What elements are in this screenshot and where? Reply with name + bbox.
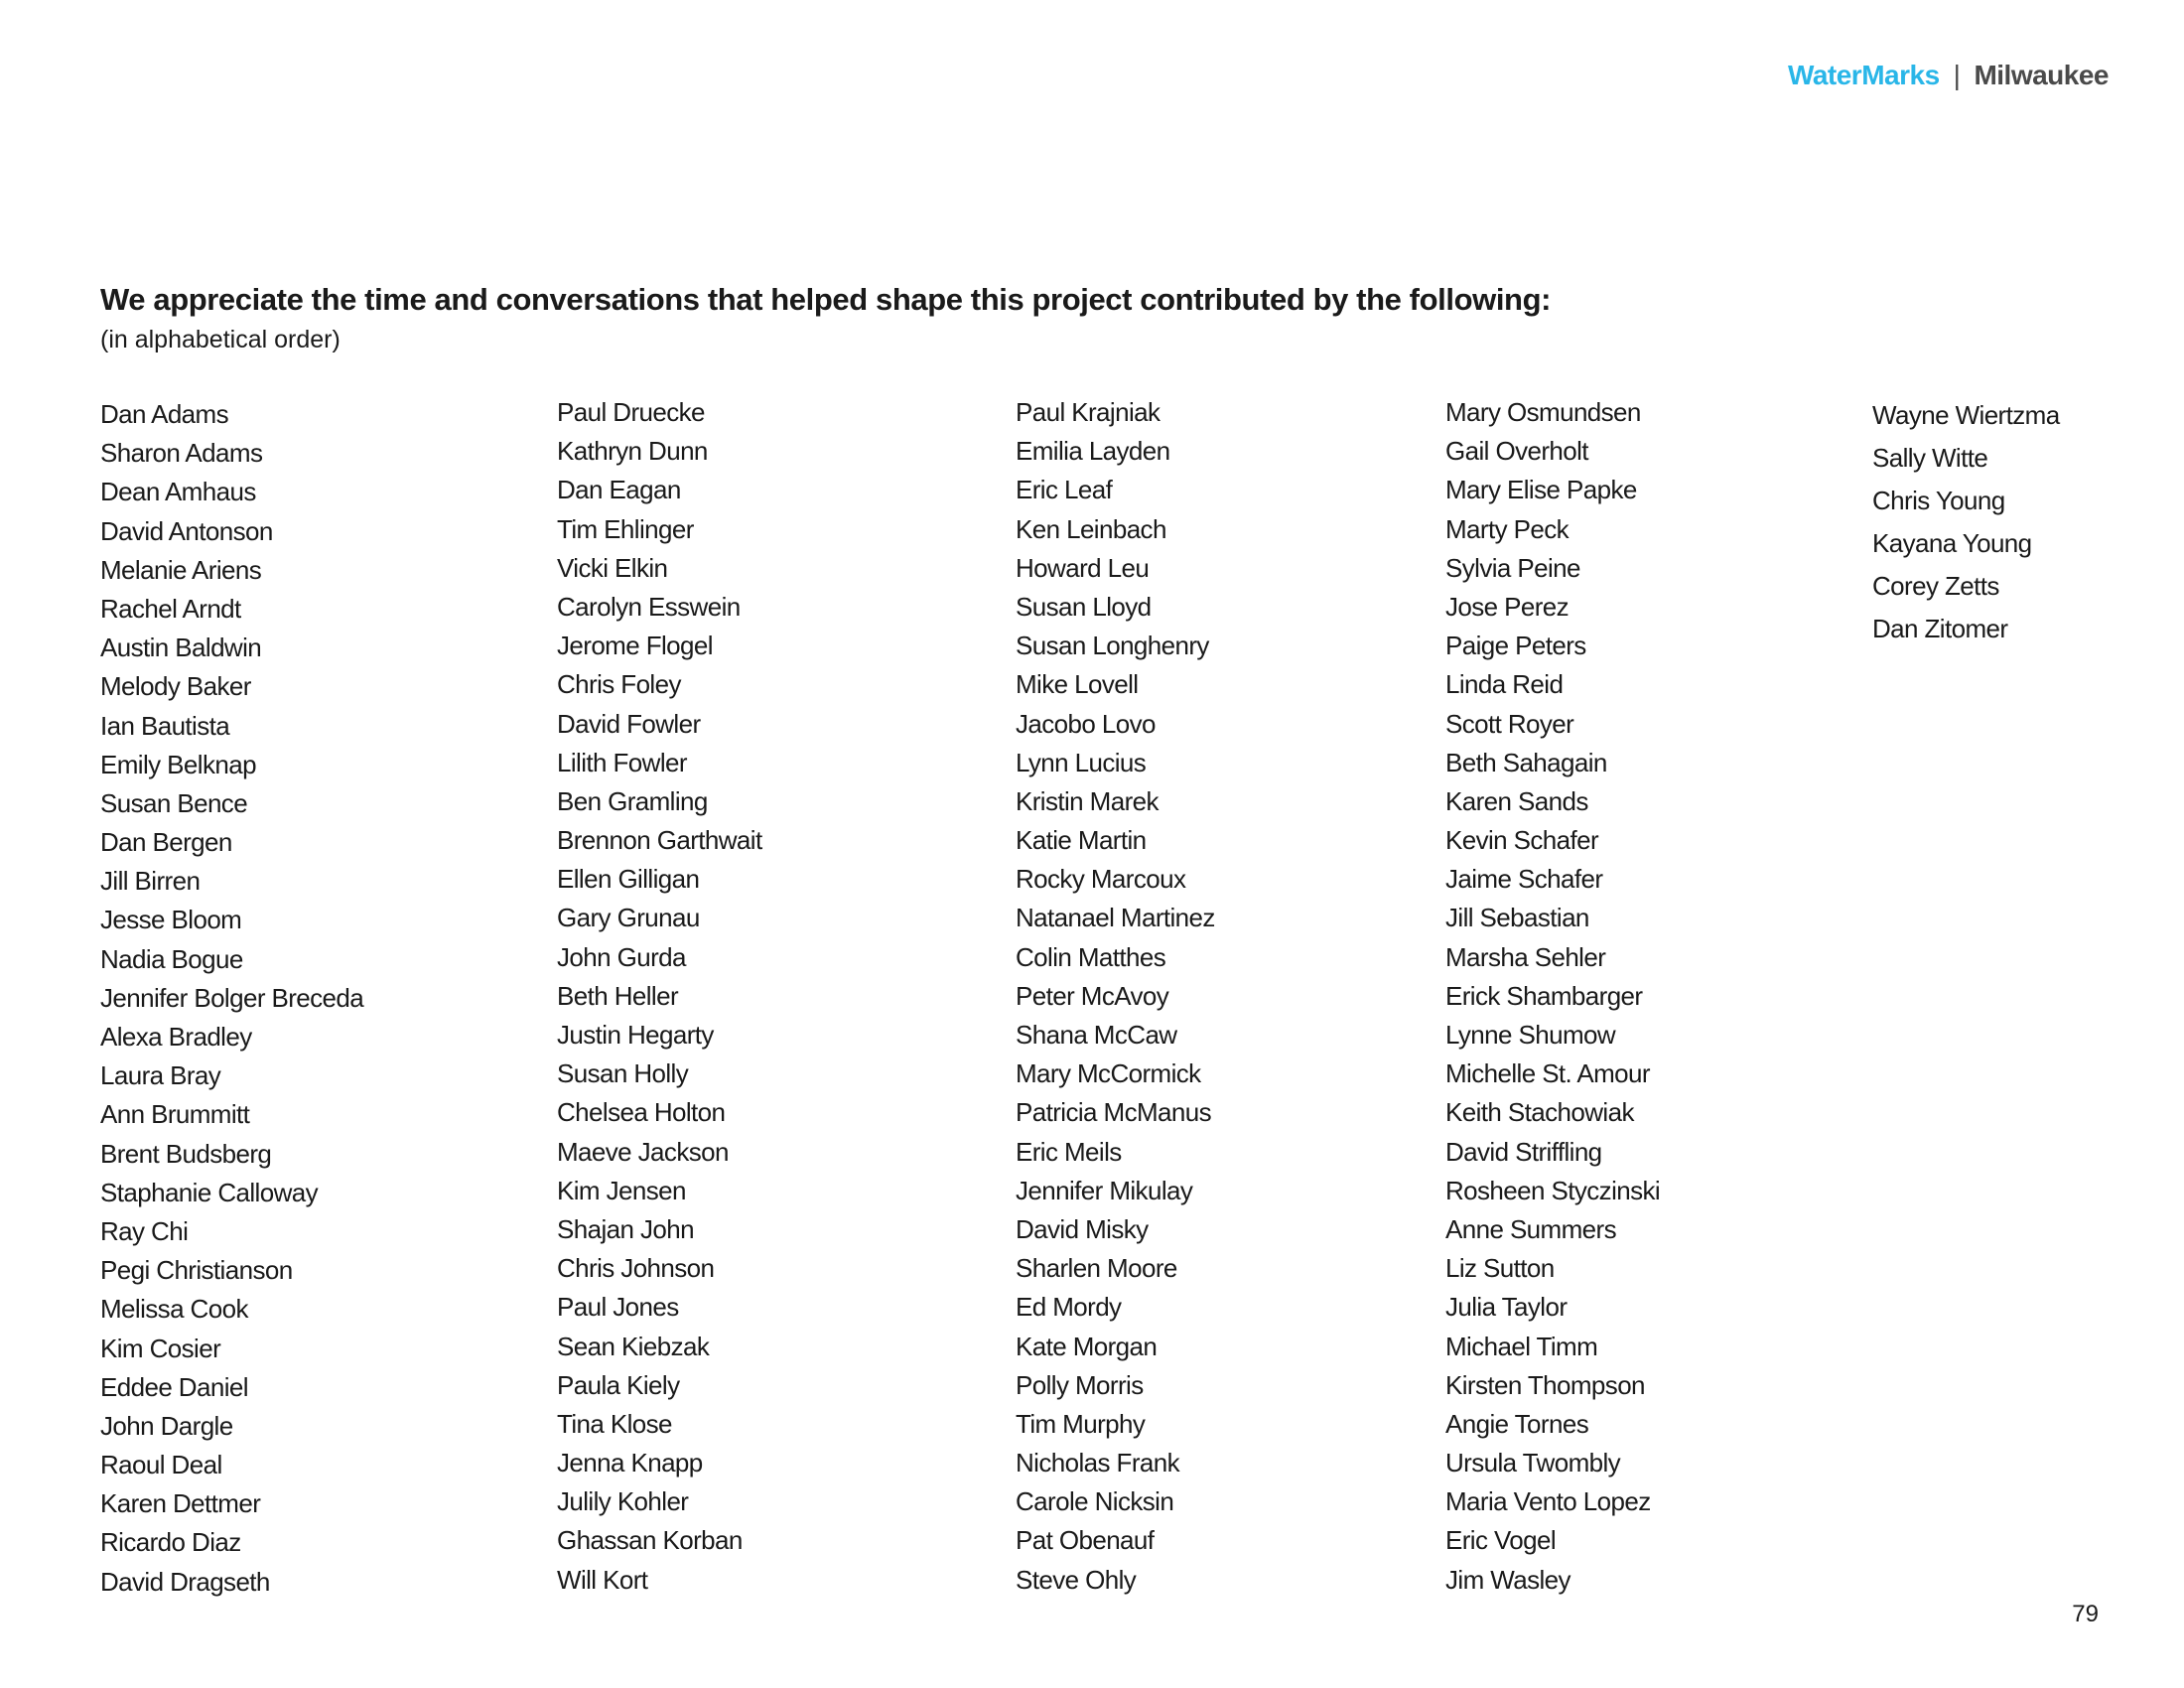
contributor-name: Anne Summers bbox=[1445, 1213, 1616, 1244]
contributor-name: Jim Wasley bbox=[1445, 1564, 1570, 1595]
contributor-name: Marsha Sehler bbox=[1445, 941, 1606, 972]
contributor-name: Marty Peck bbox=[1445, 513, 1570, 544]
contributor-name: Ian Bautista bbox=[100, 710, 230, 741]
contributor-name: Sharlen Moore bbox=[1016, 1253, 1177, 1284]
contributor-name: Peter McAvoy bbox=[1016, 980, 1169, 1011]
contributor-name: Dan Eagan bbox=[557, 475, 681, 505]
contributor-name: Kayana Young bbox=[1872, 528, 2032, 558]
contributor-name: Kim Cosier bbox=[100, 1333, 221, 1363]
contributor-name: Lynne Shumow bbox=[1445, 1020, 1616, 1050]
contributor-name: Nicholas Frank bbox=[1016, 1448, 1179, 1478]
contributor-name: Mary Osmundsen bbox=[1445, 397, 1641, 427]
page-title: We appreciate the time and conversations that helped shape this project contributed by the following: bbox=[100, 282, 1552, 317]
contributor-name: Lilith Fowler bbox=[557, 747, 687, 777]
contributor-name: Melanie Ariens bbox=[100, 554, 262, 585]
contributor-name: Raoul Deal bbox=[100, 1450, 222, 1480]
contributor-name: Michelle St. Amour bbox=[1445, 1058, 1650, 1089]
contributor-name: Austin Baldwin bbox=[100, 633, 262, 663]
names-column-3 bbox=[1016, 393, 1215, 1600]
contributor-name: Justin Hegarty bbox=[557, 1020, 714, 1050]
page-number: 79 bbox=[2072, 1601, 2099, 1627]
contributor-name: Rosheen Styczinski bbox=[1445, 1175, 1661, 1205]
contributor-name: Ursula Twombly bbox=[1445, 1448, 1621, 1478]
contributor-name: Susan Longhenry bbox=[1016, 631, 1209, 661]
contributor-name: Mike Lovell bbox=[1016, 669, 1139, 700]
contributor-name: Dan Zitomer bbox=[1872, 614, 2008, 643]
contributor-name: Kirsten Thompson bbox=[1445, 1369, 1645, 1400]
contributor-name: Sally Witte bbox=[1872, 443, 1988, 473]
contributor-name: Pat Obenauf bbox=[1016, 1525, 1155, 1556]
contributor-name: Jennifer Mikulay bbox=[1016, 1175, 1193, 1205]
running-header bbox=[1788, 60, 2109, 91]
contributor-name: Pegi Christianson bbox=[100, 1255, 293, 1286]
contributor-name: Erick Shambarger bbox=[1445, 980, 1643, 1011]
contributor-name: Ben Gramling bbox=[557, 785, 708, 816]
contributor-name: David Antonson bbox=[100, 515, 273, 546]
contributor-name: Shajan John bbox=[557, 1213, 694, 1244]
contributor-name: Julia Taylor bbox=[1445, 1292, 1568, 1323]
contributor-name: Sharon Adams bbox=[100, 438, 263, 469]
contributor-name: Maria Vento Lopez bbox=[1445, 1486, 1651, 1517]
order-note: (in alphabetical order) bbox=[100, 326, 341, 353]
contributor-name: Beth Sahagain bbox=[1445, 747, 1607, 777]
contributor-name: Tina Klose bbox=[557, 1408, 672, 1439]
contributor-name: Ghassan Korban bbox=[557, 1525, 743, 1556]
contributor-name: Sean Kiebzak bbox=[557, 1331, 710, 1361]
contributor-name: Corey Zetts bbox=[1872, 571, 1999, 601]
contributor-name: Ricardo Diaz bbox=[100, 1527, 241, 1558]
contributor-name: Chelsea Holton bbox=[557, 1097, 726, 1128]
contributor-name: John Gurda bbox=[557, 941, 686, 972]
contributor-name: Dan Adams bbox=[100, 399, 229, 429]
contributor-name: Staphanie Calloway bbox=[100, 1177, 319, 1207]
contributor-name: Paul Druecke bbox=[557, 397, 705, 427]
contributor-name: Eric Meils bbox=[1016, 1136, 1122, 1167]
contributor-name: Keith Stachowiak bbox=[1445, 1097, 1634, 1128]
contributor-name: Jill Sebastian bbox=[1445, 903, 1589, 933]
names-column-1 bbox=[100, 395, 363, 1602]
contributor-name: Susan Bence bbox=[100, 787, 248, 818]
contributor-name: Chris Johnson bbox=[557, 1253, 715, 1284]
contributor-name: Dan Bergen bbox=[100, 827, 232, 858]
contributor-name: Brent Budsberg bbox=[100, 1138, 272, 1169]
contributor-name: Colin Matthes bbox=[1016, 941, 1166, 972]
contributor-name: Maeve Jackson bbox=[557, 1136, 729, 1167]
contributor-name: Ray Chi bbox=[100, 1215, 189, 1246]
contributor-name: Howard Leu bbox=[1016, 552, 1150, 583]
contributor-name: Jesse Bloom bbox=[100, 905, 242, 935]
intro-block bbox=[100, 282, 1551, 354]
contributor-name: Mary McCormick bbox=[1016, 1058, 1201, 1089]
names-column-4 bbox=[1445, 393, 1660, 1600]
contributor-name: Kathryn Dunn bbox=[557, 436, 708, 467]
contributor-name: Linda Reid bbox=[1445, 669, 1564, 700]
contributor-name: Eric Leaf bbox=[1016, 475, 1113, 505]
contributor-name: Jacobo Lovo bbox=[1016, 708, 1156, 739]
contributor-name: Beth Heller bbox=[557, 980, 679, 1011]
contributor-name: Emily Belknap bbox=[100, 749, 256, 779]
contributor-name: Lynn Lucius bbox=[1016, 747, 1147, 777]
contributor-name: Katie Martin bbox=[1016, 825, 1147, 856]
contributor-name: Polly Morris bbox=[1016, 1369, 1144, 1400]
contributor-name: Kate Morgan bbox=[1016, 1331, 1158, 1361]
contributor-name: Jaime Schafer bbox=[1445, 864, 1603, 895]
contributor-name: Jill Birren bbox=[100, 866, 201, 897]
contributor-name: Kevin Schafer bbox=[1445, 825, 1599, 856]
contributor-name: Jenna Knapp bbox=[557, 1448, 703, 1478]
contributor-name: Nadia Bogue bbox=[100, 943, 243, 974]
contributor-name: Carolyn Esswein bbox=[557, 591, 741, 622]
contributor-name: Susan Lloyd bbox=[1016, 591, 1152, 622]
brand-name: WaterMarks bbox=[1787, 60, 1940, 90]
contributor-name: David Striffling bbox=[1445, 1136, 1602, 1167]
contributor-name: Paul Jones bbox=[557, 1292, 679, 1323]
contributor-name: Carole Nicksin bbox=[1016, 1486, 1174, 1517]
contributor-name: Jose Perez bbox=[1445, 591, 1570, 622]
contributor-name: Jennifer Bolger Breceda bbox=[100, 982, 364, 1013]
contributor-name: Eric Vogel bbox=[1445, 1525, 1557, 1556]
contributor-name: David Fowler bbox=[557, 708, 701, 739]
contributor-name: Steve Ohly bbox=[1016, 1564, 1137, 1595]
names-column-2 bbox=[557, 393, 762, 1600]
contributor-name: Karen Sands bbox=[1445, 785, 1588, 816]
contributor-name: Vicki Elkin bbox=[557, 552, 668, 583]
contributor-name: Ken Leinbach bbox=[1016, 513, 1166, 544]
contributor-name: Liz Sutton bbox=[1445, 1253, 1555, 1284]
contributor-name: Emilia Layden bbox=[1016, 436, 1170, 467]
contributor-name: Ann Brummitt bbox=[100, 1099, 250, 1130]
contributor-name: Ellen Gilligan bbox=[557, 864, 700, 895]
contributor-name: Rocky Marcoux bbox=[1016, 864, 1186, 895]
contributor-name: Julily Kohler bbox=[557, 1486, 689, 1517]
contributor-name: Kim Jensen bbox=[557, 1175, 686, 1205]
contributor-name: Chris Foley bbox=[557, 669, 681, 700]
contributor-name: David Misky bbox=[1016, 1213, 1149, 1244]
contributor-name: David Dragseth bbox=[100, 1566, 270, 1597]
contributor-name: Michael Timm bbox=[1445, 1331, 1598, 1361]
contributor-name: Tim Ehlinger bbox=[557, 513, 694, 544]
contributor-name: Tim Murphy bbox=[1016, 1408, 1146, 1439]
contributor-name: Rachel Arndt bbox=[100, 593, 241, 624]
contributor-name: Shana McCaw bbox=[1016, 1020, 1177, 1050]
contributor-name: John Dargle bbox=[100, 1410, 233, 1441]
contributor-name: Sylvia Peine bbox=[1445, 552, 1580, 583]
contributor-name: Jerome Flogel bbox=[557, 631, 713, 661]
contributor-name: Dean Amhaus bbox=[100, 477, 256, 507]
contributor-name: Melissa Cook bbox=[100, 1294, 248, 1325]
contributor-name: Brennon Garthwait bbox=[557, 825, 762, 856]
contributor-name: Wayne Wiertzma bbox=[1872, 400, 2060, 430]
contributor-name: Melody Baker bbox=[100, 671, 251, 702]
contributor-name: Alexa Bradley bbox=[100, 1022, 252, 1052]
contributor-name: Susan Holly bbox=[557, 1058, 689, 1089]
contributor-name: Karen Dettmer bbox=[100, 1488, 261, 1519]
contributor-name: Gary Grunau bbox=[557, 903, 700, 933]
contributor-name: Chris Young bbox=[1872, 486, 2005, 515]
contributor-name: Paul Krajniak bbox=[1016, 397, 1160, 427]
contributor-name: Will Kort bbox=[557, 1564, 648, 1595]
contributor-name: Paula Kiely bbox=[557, 1369, 680, 1400]
contributor-name: Paige Peters bbox=[1445, 631, 1586, 661]
contributor-name: Natanael Martinez bbox=[1016, 903, 1215, 933]
contributor-name: Angie Tornes bbox=[1445, 1408, 1589, 1439]
names-column-5 bbox=[1872, 394, 2060, 650]
contributor-name: Scott Royer bbox=[1445, 708, 1574, 739]
contributor-name: Laura Bray bbox=[100, 1060, 221, 1091]
header-separator: | bbox=[1953, 60, 1961, 90]
contributor-name: Patricia McManus bbox=[1016, 1097, 1212, 1128]
contributor-name: Ed Mordy bbox=[1016, 1292, 1122, 1323]
city-name: Milwaukee bbox=[1974, 60, 2109, 90]
contributor-name: Mary Elise Papke bbox=[1445, 475, 1637, 505]
contributor-name: Kristin Marek bbox=[1016, 785, 1159, 816]
contributor-name: Eddee Daniel bbox=[100, 1371, 248, 1402]
contributor-name: Gail Overholt bbox=[1445, 436, 1588, 467]
